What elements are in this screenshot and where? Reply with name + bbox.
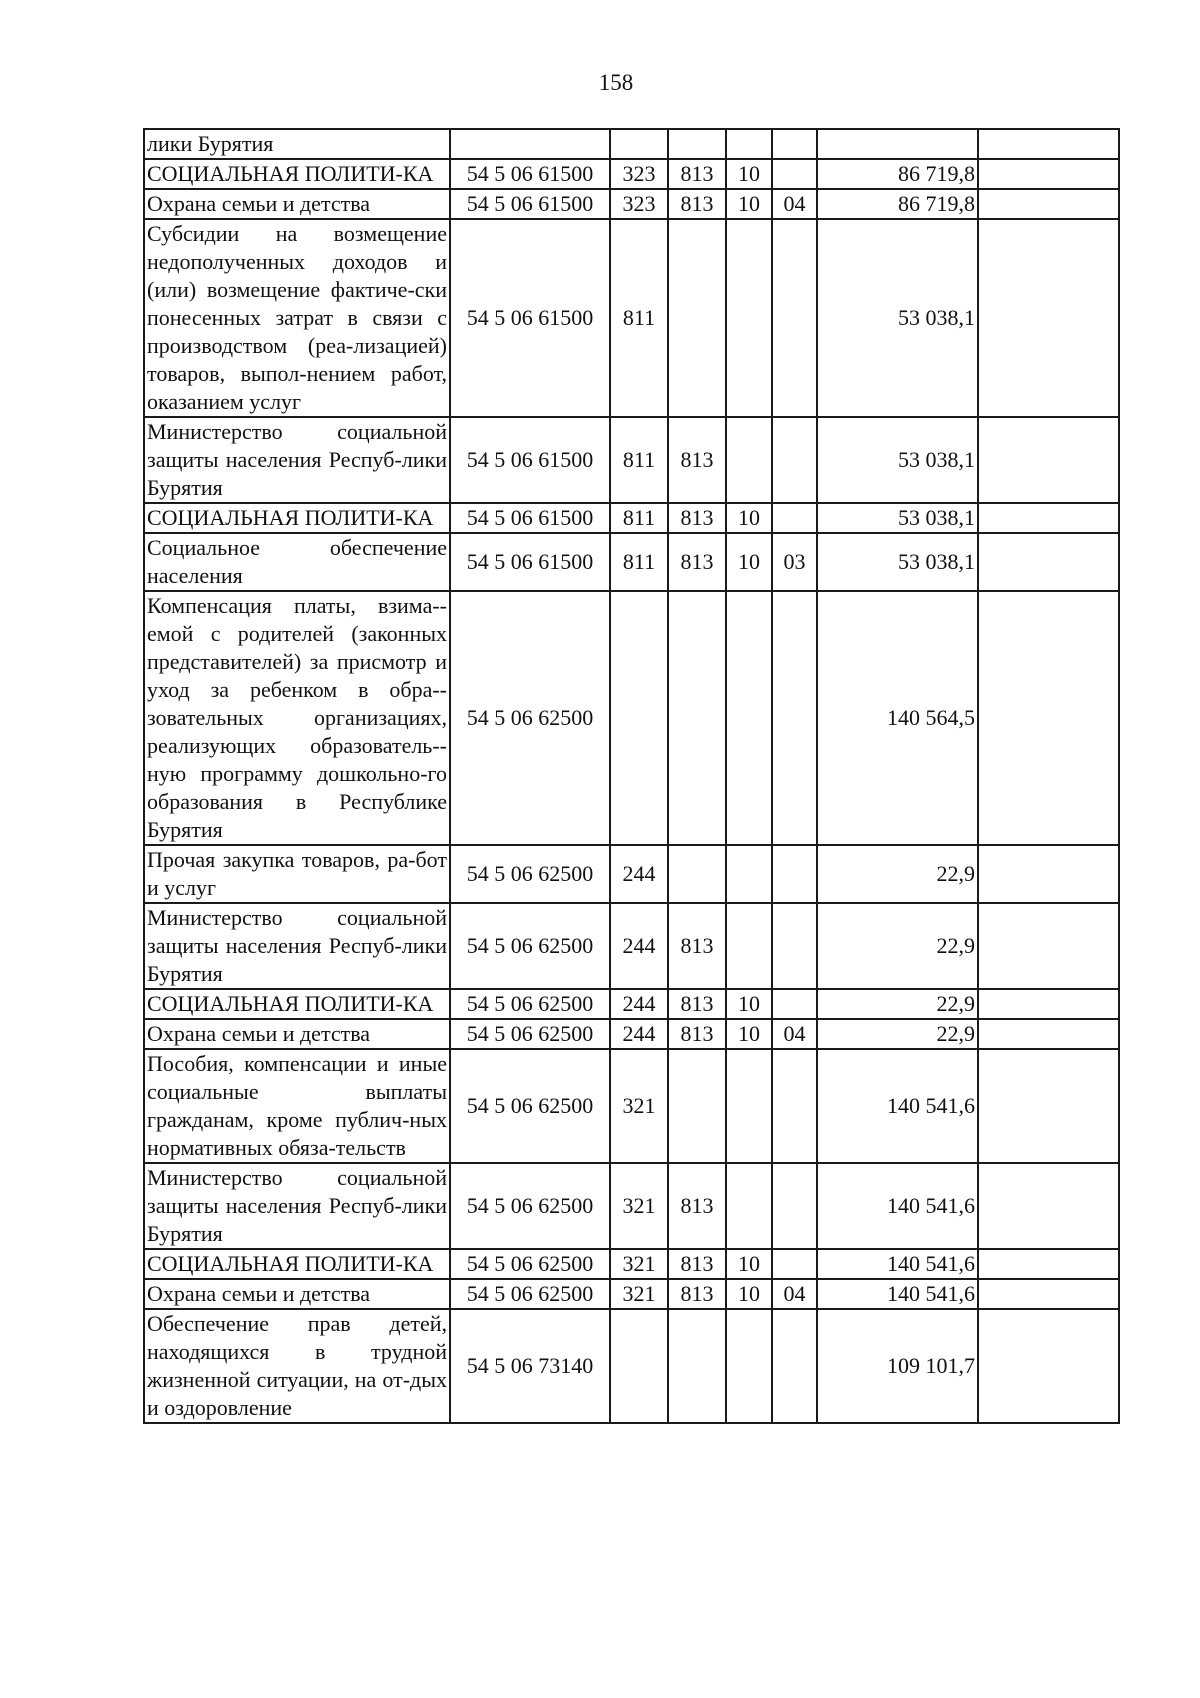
row-name-cell: Министерство социальной защиты населения Респуб-лики Бурятия [144, 417, 450, 503]
row-name-cell: Прочая закупка товаров, ра-бот и услуг [144, 845, 450, 903]
extra-cell [978, 989, 1119, 1019]
row-name-cell: Министерство социальной защиты населения Респуб-лики Бурятия [144, 903, 450, 989]
target-code-cell: 54 5 06 62500 [450, 903, 610, 989]
target-code-cell: 54 5 06 62500 [450, 1249, 610, 1279]
section-cell [726, 219, 772, 417]
section-cell: 10 [726, 1249, 772, 1279]
expense-type-cell [610, 591, 668, 845]
ministry-code-cell [668, 129, 726, 159]
extra-cell [978, 533, 1119, 591]
table-row [144, 1309, 1119, 1423]
amount-cell: 86 719,8 [817, 159, 978, 189]
extra-cell [978, 903, 1119, 989]
amount-cell: 22,9 [817, 1019, 978, 1049]
row-name-cell: Министерство социальной защиты населения Респуб-лики Бурятия [144, 1163, 450, 1249]
section-cell [726, 417, 772, 503]
ministry-code-cell: 813 [668, 189, 726, 219]
ministry-code-cell: 813 [668, 503, 726, 533]
table-row [144, 129, 1119, 159]
expense-type-cell: 244 [610, 1019, 668, 1049]
row-name-cell: Компенсация платы, взима-емой с родителей (законных представителей) за присмотр и уход за ребенком в обра-зовательных организациях, реализующих образователь-ную программу дошкольно-го образования в Республике Бурятия [144, 591, 450, 845]
section-cell: 10 [726, 503, 772, 533]
target-code-cell: 54 5 06 62500 [450, 1163, 610, 1249]
subsection-cell: 03 [772, 533, 817, 591]
target-code-cell: 54 5 06 61500 [450, 503, 610, 533]
row-name-cell: СОЦИАЛЬНАЯ ПОЛИТИ-КА [144, 1249, 450, 1279]
target-code-cell: 54 5 06 62500 [450, 1019, 610, 1049]
ministry-code-cell [668, 591, 726, 845]
expense-type-cell: 321 [610, 1163, 668, 1249]
budget-table-body [144, 129, 1119, 1423]
target-code-cell: 54 5 06 61500 [450, 219, 610, 417]
row-name-cell: СОЦИАЛЬНАЯ ПОЛИТИ-КА [144, 159, 450, 189]
section-cell: 10 [726, 989, 772, 1019]
row-name-cell: Социальное обеспечение населения [144, 533, 450, 591]
expense-type-cell: 321 [610, 1279, 668, 1309]
row-name-cell: СОЦИАЛЬНАЯ ПОЛИТИ-КА [144, 503, 450, 533]
section-cell [726, 129, 772, 159]
extra-cell [978, 129, 1119, 159]
table-row [144, 845, 1119, 903]
expense-type-cell [610, 1309, 668, 1423]
subsection-cell [772, 1309, 817, 1423]
target-code-cell: 54 5 06 61500 [450, 159, 610, 189]
ministry-code-cell: 813 [668, 533, 726, 591]
amount-cell: 22,9 [817, 845, 978, 903]
expense-type-cell: 323 [610, 189, 668, 219]
expense-type-cell: 323 [610, 159, 668, 189]
extra-cell [978, 1309, 1119, 1423]
extra-cell [978, 219, 1119, 417]
table-row [144, 189, 1119, 219]
subsection-cell [772, 989, 817, 1019]
table-row [144, 989, 1119, 1019]
subsection-cell: 04 [772, 1019, 817, 1049]
expense-type-cell [610, 129, 668, 159]
amount-cell: 53 038,1 [817, 219, 978, 417]
expense-type-cell: 244 [610, 903, 668, 989]
table-row [144, 533, 1119, 591]
table-row [144, 503, 1119, 533]
extra-cell [978, 1049, 1119, 1163]
expense-type-cell: 811 [610, 219, 668, 417]
ministry-code-cell: 813 [668, 903, 726, 989]
target-code-cell: 54 5 06 61500 [450, 189, 610, 219]
subsection-cell [772, 159, 817, 189]
amount-cell: 53 038,1 [817, 503, 978, 533]
table-row [144, 1049, 1119, 1163]
ministry-code-cell [668, 1309, 726, 1423]
target-code-cell: 54 5 06 62500 [450, 1049, 610, 1163]
subsection-cell [772, 903, 817, 989]
amount-cell: 86 719,8 [817, 189, 978, 219]
section-cell [726, 845, 772, 903]
table-row [144, 1279, 1119, 1309]
row-name-cell: Охрана семьи и детства [144, 1279, 450, 1309]
subsection-cell [772, 1049, 817, 1163]
amount-cell: 53 038,1 [817, 417, 978, 503]
extra-cell [978, 1249, 1119, 1279]
subsection-cell [772, 1163, 817, 1249]
ministry-code-cell: 813 [668, 1279, 726, 1309]
expense-type-cell: 811 [610, 533, 668, 591]
amount-cell: 22,9 [817, 989, 978, 1019]
row-name-cell: Обеспечение прав детей, находящихся в трудной жизненной ситуации, на от-дых и оздоровление [144, 1309, 450, 1423]
row-name-cell: Субсидии на возмещение недополученных доходов и (или) возмещение фактиче-ски понесенных затрат в связи с производством (реа-лизацией) товаров, выпол-нением работ, оказанием услуг [144, 219, 450, 417]
amount-cell: 140 564,5 [817, 591, 978, 845]
amount-cell [817, 129, 978, 159]
expense-type-cell: 244 [610, 989, 668, 1019]
amount-cell: 109 101,7 [817, 1309, 978, 1423]
section-cell [726, 1163, 772, 1249]
subsection-cell: 04 [772, 189, 817, 219]
extra-cell [978, 1163, 1119, 1249]
section-cell [726, 591, 772, 845]
amount-cell: 22,9 [817, 903, 978, 989]
subsection-cell [772, 219, 817, 417]
amount-cell: 140 541,6 [817, 1163, 978, 1249]
section-cell: 10 [726, 1279, 772, 1309]
section-cell: 10 [726, 1019, 772, 1049]
subsection-cell [772, 845, 817, 903]
row-name-cell: Охрана семьи и детства [144, 189, 450, 219]
ministry-code-cell: 813 [668, 417, 726, 503]
section-cell: 10 [726, 189, 772, 219]
section-cell: 10 [726, 159, 772, 189]
amount-cell: 140 541,6 [817, 1279, 978, 1309]
target-code-cell: 54 5 06 61500 [450, 533, 610, 591]
subsection-cell [772, 417, 817, 503]
extra-cell [978, 189, 1119, 219]
row-name-cell: лики Бурятия [144, 129, 450, 159]
ministry-code-cell: 813 [668, 1019, 726, 1049]
subsection-cell [772, 129, 817, 159]
budget-table [143, 128, 1120, 1424]
subsection-cell [772, 591, 817, 845]
table-row [144, 1163, 1119, 1249]
section-cell [726, 903, 772, 989]
expense-type-cell: 321 [610, 1249, 668, 1279]
ministry-code-cell: 813 [668, 989, 726, 1019]
table-row [144, 219, 1119, 417]
target-code-cell: 54 5 06 62500 [450, 845, 610, 903]
ministry-code-cell: 813 [668, 1163, 726, 1249]
target-code-cell: 54 5 06 61500 [450, 417, 610, 503]
ministry-code-cell [668, 845, 726, 903]
extra-cell [978, 159, 1119, 189]
ministry-code-cell [668, 1049, 726, 1163]
target-code-cell: 54 5 06 62500 [450, 989, 610, 1019]
extra-cell [978, 1019, 1119, 1049]
section-cell [726, 1049, 772, 1163]
table-row [144, 1019, 1119, 1049]
target-code-cell: 54 5 06 62500 [450, 591, 610, 845]
amount-cell: 140 541,6 [817, 1049, 978, 1163]
expense-type-cell: 321 [610, 1049, 668, 1163]
row-name-cell: СОЦИАЛЬНАЯ ПОЛИТИ-КА [144, 989, 450, 1019]
extra-cell [978, 845, 1119, 903]
amount-cell: 140 541,6 [817, 1249, 978, 1279]
extra-cell [978, 503, 1119, 533]
amount-cell: 53 038,1 [817, 533, 978, 591]
subsection-cell [772, 1249, 817, 1279]
row-name-cell: Охрана семьи и детства [144, 1019, 450, 1049]
section-cell [726, 1309, 772, 1423]
ministry-code-cell: 813 [668, 159, 726, 189]
subsection-cell: 04 [772, 1279, 817, 1309]
row-name-cell: Пособия, компенсации и иные социальные выплаты гражданам, кроме публич-ных нормативных обяза-тельств [144, 1049, 450, 1163]
table-row [144, 417, 1119, 503]
extra-cell [978, 591, 1119, 845]
section-cell: 10 [726, 533, 772, 591]
table-row [144, 1249, 1119, 1279]
extra-cell [978, 417, 1119, 503]
expense-type-cell: 811 [610, 503, 668, 533]
ministry-code-cell: 813 [668, 1249, 726, 1279]
table-row [144, 159, 1119, 189]
expense-type-cell: 811 [610, 417, 668, 503]
table-row [144, 903, 1119, 989]
ministry-code-cell [668, 219, 726, 417]
page-number: 158 [598, 70, 634, 95]
subsection-cell [772, 503, 817, 533]
target-code-cell [450, 129, 610, 159]
target-code-cell: 54 5 06 73140 [450, 1309, 610, 1423]
table-row [144, 591, 1119, 845]
expense-type-cell: 244 [610, 845, 668, 903]
extra-cell [978, 1279, 1119, 1309]
target-code-cell: 54 5 06 62500 [450, 1279, 610, 1309]
